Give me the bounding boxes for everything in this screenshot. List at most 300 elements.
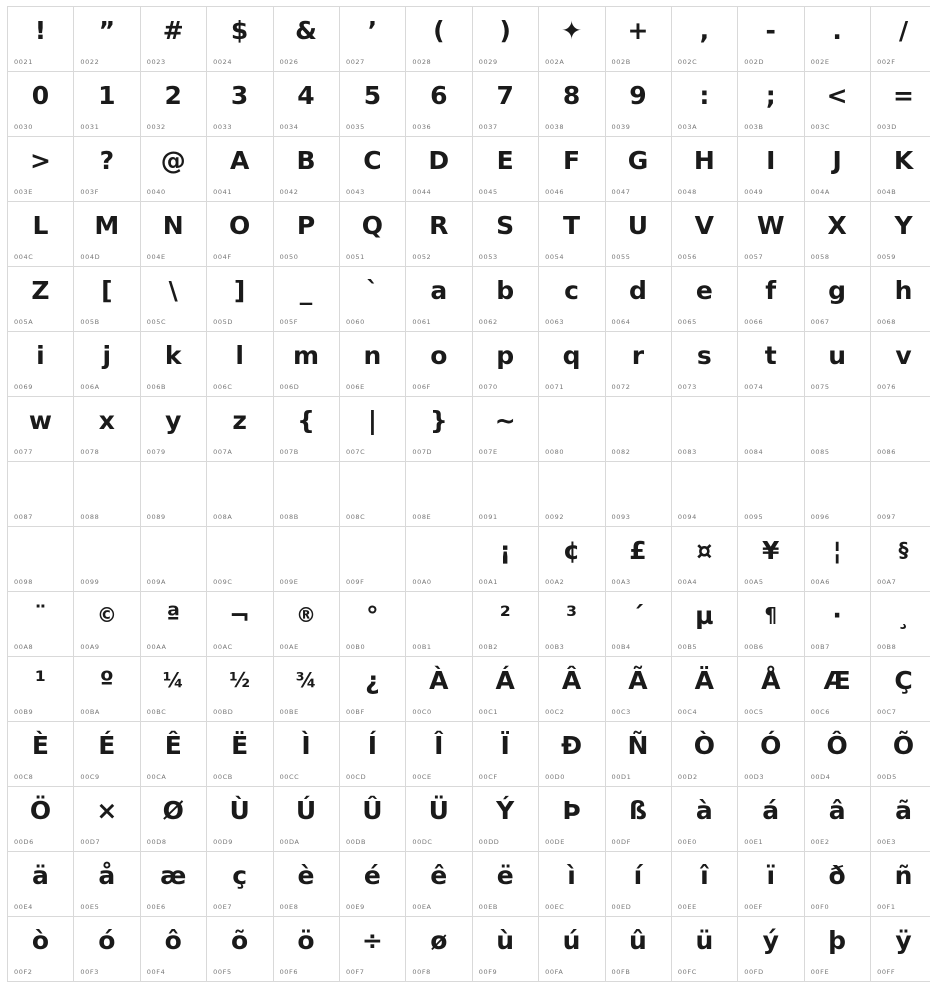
character-cell[interactable] [273,397,339,462]
character-cell[interactable] [74,592,140,657]
character-cell[interactable] [8,592,74,657]
character-cell[interactable] [539,7,605,72]
glyph-preview: I [738,137,803,183]
character-cell[interactable] [671,462,737,527]
character-cell[interactable] [74,462,140,527]
character-cell[interactable] [74,787,140,852]
character-cell[interactable] [8,462,74,527]
character-cell[interactable] [74,397,140,462]
character-cell-inner [74,267,139,331]
character-cell[interactable] [804,917,870,982]
character-cell-inner [141,787,206,851]
character-cell[interactable] [339,722,405,787]
character-cell[interactable] [140,527,206,592]
character-cell[interactable] [339,462,405,527]
character-cell[interactable] [207,722,273,787]
character-cell[interactable] [273,137,339,202]
glyph-codepoint: 00A6 [811,578,830,586]
character-cell-inner [473,657,538,721]
character-cell[interactable] [605,527,671,592]
character-cell[interactable] [406,202,472,267]
character-cell[interactable] [406,267,472,332]
glyph-preview: ÷ [340,917,405,963]
glyph-codepoint: 0032 [147,123,166,131]
glyph-preview: ( [406,7,471,53]
glyph-preview: + [606,7,671,53]
character-cell-inner [406,787,471,851]
character-cell-inner [340,397,405,461]
character-cell[interactable] [804,462,870,527]
character-cell[interactable] [406,852,472,917]
character-cell[interactable] [804,592,870,657]
character-cell[interactable] [472,917,538,982]
character-cell[interactable] [472,137,538,202]
character-cell[interactable] [871,332,930,397]
character-cell[interactable] [74,917,140,982]
character-cell[interactable] [671,852,737,917]
character-cell[interactable] [605,657,671,722]
character-cell-inner [606,72,671,136]
glyph-codepoint: 0048 [678,188,697,196]
character-cell[interactable] [472,267,538,332]
character-cell-inner [340,917,405,981]
glyph-codepoint: 00A8 [14,643,33,651]
character-cell[interactable] [804,787,870,852]
character-cell[interactable] [804,332,870,397]
character-cell[interactable] [207,397,273,462]
character-cell[interactable] [804,852,870,917]
character-cell[interactable] [871,7,930,72]
glyph-preview: 1 [74,72,139,118]
character-cell[interactable] [406,787,472,852]
character-cell[interactable] [339,202,405,267]
character-cell-inner [406,917,471,981]
character-cell[interactable] [140,657,206,722]
character-cell[interactable] [8,917,74,982]
character-cell[interactable] [671,7,737,72]
character-cell[interactable] [738,527,804,592]
glyph-codepoint: 0064 [612,318,631,326]
character-cell[interactable] [605,917,671,982]
character-cell[interactable] [207,787,273,852]
character-cell[interactable] [74,202,140,267]
glyph-preview: Ü [406,787,471,833]
character-cell[interactable] [605,722,671,787]
character-cell[interactable] [472,397,538,462]
character-cell[interactable] [273,722,339,787]
character-cell[interactable] [140,137,206,202]
character-cell[interactable] [273,657,339,722]
character-cell[interactable] [207,917,273,982]
character-cell[interactable] [804,202,870,267]
character-cell[interactable] [671,137,737,202]
character-cell[interactable] [871,397,930,462]
character-cell-inner [274,657,339,721]
character-cell[interactable] [8,72,74,137]
glyph-codepoint: 00DB [346,838,366,846]
character-cell[interactable] [74,722,140,787]
character-cell[interactable] [605,137,671,202]
glyph-preview: ñ [871,852,930,898]
character-cell-inner [74,917,139,981]
character-cell[interactable] [339,397,405,462]
character-cell[interactable] [207,7,273,72]
character-cell-inner [8,527,73,591]
character-cell[interactable] [339,917,405,982]
character-cell[interactable] [539,397,605,462]
character-cell[interactable] [605,852,671,917]
character-map-body [8,7,930,982]
character-cell[interactable] [605,7,671,72]
glyph-codepoint: 00BF [346,708,365,716]
character-cell[interactable] [871,722,930,787]
glyph-preview [473,462,538,508]
character-cell[interactable] [539,657,605,722]
character-cell[interactable] [339,267,405,332]
character-cell[interactable] [273,72,339,137]
character-cell[interactable] [871,917,930,982]
character-cell[interactable] [738,657,804,722]
character-cell[interactable] [74,7,140,72]
character-cell-inner [606,787,671,851]
character-cell-inner [207,722,272,786]
character-cell[interactable] [406,137,472,202]
character-cell[interactable] [140,722,206,787]
character-cell[interactable] [871,592,930,657]
character-cell[interactable] [207,852,273,917]
glyph-codepoint: 00E0 [678,838,697,846]
glyph-codepoint: 003C [811,123,830,131]
character-cell[interactable] [339,137,405,202]
glyph-preview [672,397,737,443]
character-cell-inner [871,462,930,526]
character-cell[interactable] [8,202,74,267]
character-cell[interactable] [472,202,538,267]
character-cell[interactable] [871,462,930,527]
character-cell[interactable] [738,852,804,917]
character-cell[interactable] [472,657,538,722]
glyph-preview: ¨ [8,592,73,638]
character-cell[interactable] [738,592,804,657]
character-cell[interactable] [671,917,737,982]
glyph-preview: É [74,722,139,768]
character-cell[interactable] [207,332,273,397]
character-cell[interactable] [671,787,737,852]
character-cell[interactable] [339,657,405,722]
character-cell[interactable] [539,852,605,917]
character-cell[interactable] [339,527,405,592]
character-cell[interactable] [207,267,273,332]
character-cell[interactable] [74,267,140,332]
character-cell[interactable] [472,7,538,72]
character-cell-inner [672,852,737,916]
character-cell[interactable] [8,852,74,917]
character-cell[interactable] [605,72,671,137]
glyph-preview: Ñ [606,722,671,768]
character-cell[interactable] [406,72,472,137]
character-cell[interactable] [273,527,339,592]
character-cell[interactable] [738,917,804,982]
character-cell[interactable] [273,267,339,332]
character-cell[interactable] [8,397,74,462]
character-cell[interactable] [804,137,870,202]
character-cell[interactable] [207,657,273,722]
character-cell[interactable] [74,137,140,202]
glyph-codepoint: 00E1 [744,838,763,846]
character-cell[interactable] [273,7,339,72]
character-cell[interactable] [671,332,737,397]
character-cell-inner [738,527,803,591]
character-cell[interactable] [671,657,737,722]
character-cell[interactable] [871,527,930,592]
character-cell[interactable] [140,397,206,462]
glyph-preview: ã [871,787,930,833]
character-cell[interactable] [273,917,339,982]
character-cell[interactable] [207,462,273,527]
character-cell[interactable] [738,267,804,332]
character-cell[interactable] [605,332,671,397]
character-cell[interactable] [472,852,538,917]
character-cell[interactable] [738,7,804,72]
character-cell[interactable] [804,722,870,787]
character-cell[interactable] [605,787,671,852]
character-cell[interactable] [140,917,206,982]
character-cell[interactable] [539,72,605,137]
character-cell[interactable] [74,852,140,917]
character-cell[interactable] [605,397,671,462]
character-cell-inner [74,592,139,656]
character-cell-inner [738,852,803,916]
glyph-preview: . [805,7,870,53]
character-cell[interactable] [207,202,273,267]
character-cell[interactable] [539,202,605,267]
character-cell[interactable] [406,397,472,462]
character-cell[interactable] [8,7,74,72]
character-cell[interactable] [605,462,671,527]
character-cell[interactable] [804,397,870,462]
character-cell[interactable] [74,657,140,722]
character-cell[interactable] [738,202,804,267]
character-cell[interactable] [871,72,930,137]
character-cell[interactable] [273,462,339,527]
character-cell[interactable] [738,72,804,137]
character-cell-inner [207,917,272,981]
character-cell[interactable] [74,332,140,397]
character-cell[interactable] [738,462,804,527]
character-cell[interactable] [8,787,74,852]
character-cell[interactable] [273,202,339,267]
character-cell[interactable] [871,202,930,267]
character-cell[interactable] [273,787,339,852]
character-cell[interactable] [804,267,870,332]
character-cell-inner [406,527,471,591]
glyph-codepoint: 0087 [14,513,33,521]
character-cell-inner [406,397,471,461]
glyph-preview [539,462,604,508]
character-cell[interactable] [406,657,472,722]
character-cell[interactable] [605,267,671,332]
character-cell[interactable] [738,787,804,852]
character-cell[interactable] [539,917,605,982]
glyph-codepoint: 005F [280,318,299,326]
character-cell[interactable] [406,917,472,982]
character-cell[interactable] [140,267,206,332]
character-cell[interactable] [339,332,405,397]
glyph-codepoint: 00E8 [280,903,299,911]
character-cell[interactable] [472,462,538,527]
character-cell[interactable] [472,722,538,787]
character-cell[interactable] [738,332,804,397]
character-cell[interactable] [140,592,206,657]
character-cell[interactable] [8,267,74,332]
character-cell-inner [473,202,538,266]
character-cell[interactable] [207,592,273,657]
character-cell[interactable] [539,787,605,852]
character-cell-inner [8,722,73,786]
character-cell[interactable] [539,527,605,592]
character-cell[interactable] [406,722,472,787]
character-cell[interactable] [472,72,538,137]
character-cell-inner [473,72,538,136]
character-cell[interactable] [273,592,339,657]
character-cell[interactable] [140,7,206,72]
character-cell[interactable] [539,332,605,397]
character-cell[interactable] [8,527,74,592]
character-cell[interactable] [539,592,605,657]
glyph-preview: ³ [539,592,604,638]
character-cell[interactable] [738,722,804,787]
character-cell-inner [539,917,604,981]
character-cell[interactable] [804,657,870,722]
character-cell[interactable] [671,722,737,787]
character-cell-inner [539,852,604,916]
character-cell[interactable] [804,72,870,137]
character-cell-inner [805,917,870,981]
character-cell[interactable] [472,787,538,852]
character-cell-inner [274,787,339,851]
character-cell[interactable] [472,332,538,397]
character-cell[interactable] [207,137,273,202]
character-cell[interactable] [539,137,605,202]
character-cell-inner [8,592,73,656]
character-cell[interactable] [406,7,472,72]
glyph-preview: ù [473,917,538,963]
character-cell[interactable] [871,852,930,917]
character-cell[interactable] [339,72,405,137]
character-cell[interactable] [273,852,339,917]
character-cell[interactable] [671,267,737,332]
character-cell[interactable] [671,592,737,657]
character-cell[interactable] [339,852,405,917]
character-cell[interactable] [671,202,737,267]
glyph-preview: e [672,267,737,313]
character-cell[interactable] [74,527,140,592]
glyph-preview: s [672,332,737,378]
character-cell[interactable] [339,7,405,72]
character-cell[interactable] [273,332,339,397]
character-cell[interactable] [472,592,538,657]
glyph-codepoint: 00D4 [811,773,831,781]
character-cell[interactable] [8,657,74,722]
glyph-codepoint: 00FD [744,968,763,976]
glyph-codepoint: 004A [811,188,830,196]
character-cell-inner [207,7,272,71]
character-cell[interactable] [804,527,870,592]
character-cell[interactable] [140,787,206,852]
character-cell[interactable] [140,72,206,137]
glyph-preview: Â [539,657,604,703]
character-cell[interactable] [539,267,605,332]
glyph-codepoint: 0072 [612,383,631,391]
character-cell-inner [871,72,930,136]
character-cell[interactable] [738,397,804,462]
glyph-preview: 0 [8,72,73,118]
glyph-preview: E [473,137,538,183]
character-cell[interactable] [871,267,930,332]
character-cell-inner [539,7,604,71]
character-cell[interactable] [871,657,930,722]
character-cell[interactable] [539,722,605,787]
glyph-preview: P [274,202,339,248]
character-cell-inner [738,7,803,71]
character-cell[interactable] [207,72,273,137]
character-cell[interactable] [339,787,405,852]
character-cell[interactable] [207,527,273,592]
glyph-preview: Ù [207,787,272,833]
glyph-preview: þ [805,917,870,963]
character-cell[interactable] [804,7,870,72]
glyph-preview: ¤ [672,527,737,573]
glyph-codepoint: 00F8 [412,968,431,976]
character-cell[interactable] [140,462,206,527]
character-cell[interactable] [406,462,472,527]
glyph-codepoint: 0061 [412,318,431,326]
character-cell[interactable] [74,72,140,137]
character-cell[interactable] [406,592,472,657]
glyph-preview: é [340,852,405,898]
character-cell[interactable] [140,332,206,397]
character-cell[interactable] [871,787,930,852]
character-cell[interactable] [8,722,74,787]
character-cell-inner [805,332,870,396]
character-cell-inner [207,527,272,591]
character-cell[interactable] [339,592,405,657]
character-cell-inner [473,527,538,591]
glyph-preview [8,462,73,508]
character-cell[interactable] [140,202,206,267]
character-cell[interactable] [8,332,74,397]
character-cell[interactable] [871,137,930,202]
glyph-codepoint: 00B2 [479,643,498,651]
character-cell[interactable] [8,137,74,202]
character-cell[interactable] [406,332,472,397]
character-cell-inner [473,787,538,851]
glyph-preview [871,462,930,508]
character-cell[interactable] [671,397,737,462]
character-cell[interactable] [472,527,538,592]
character-cell[interactable] [140,852,206,917]
glyph-codepoint: 00CC [280,773,300,781]
character-cell-inner [406,137,471,201]
glyph-codepoint: 0080 [545,448,564,456]
character-cell[interactable] [671,72,737,137]
character-cell[interactable] [671,527,737,592]
character-cell[interactable] [605,202,671,267]
character-cell[interactable] [539,462,605,527]
character-cell[interactable] [738,137,804,202]
character-cell[interactable] [605,592,671,657]
character-cell[interactable] [406,527,472,592]
